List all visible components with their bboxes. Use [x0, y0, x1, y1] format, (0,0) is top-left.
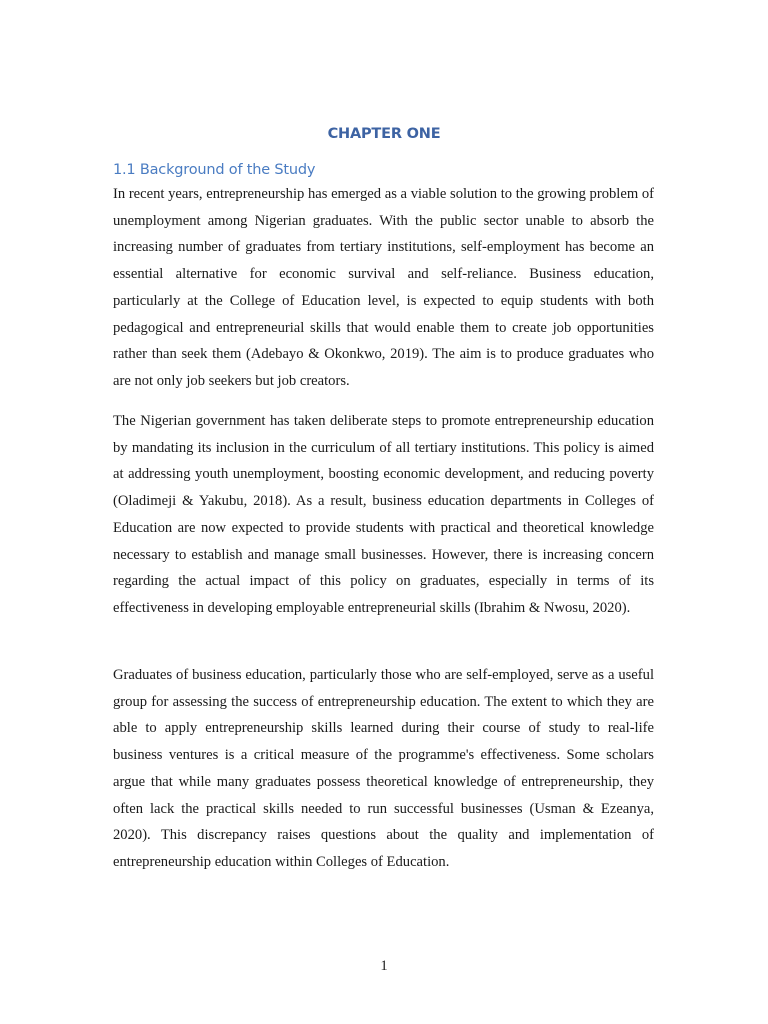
- body-paragraph-3: Graduates of business education, particularly those who are self-employed, serve as a useful group for assessing the success of entrepreneurship education. The extent to which they are able to apply entrepreneurship skills learned during their course of study to real-life business ventures is a critical measure of the programme's effectiveness. Some scholars argue that while many graduates possess theoretical knowledge of entrepreneurship, they often lack the practical skills needed to run successful businesses (Usman & Ezeanya, 2020). This discrepancy raises questions about the quality and implementation of entrepreneurship education within Colleges of Education.: [113, 667, 654, 870]
- chapter-title: CHAPTER ONE: [327, 126, 441, 142]
- section-heading: 1.1 Background of the Study: [113, 162, 316, 178]
- body-paragraph-1: In recent years, entrepreneurship has emerged as a viable solution to the growing problem of unemployment among Nigerian graduates. With the public sector unable to absorb the increasing number of graduates from tertiary institutions, self-employment has become an essential alternative for economic survival and self-reliance. Business education, particularly at the College of Education level, is expected to equip students with both pedagogical and entrepreneurial skills that would enable them to create job opportunities rather than seek them (Adebayo & Okonkwo, 2019). The aim is to produce graduates who are not only job seekers but job creators.: [113, 186, 654, 389]
- body-paragraph-2: The Nigerian government has taken deliberate steps to promote entrepreneurship education by mandating its inclusion in the curriculum of all tertiary institutions. This policy is aimed at addressing youth unemployment, boosting economic development, and reducing poverty (Oladimeji & Yakubu, 2018). As a result, business education departments in Colleges of Education are now expected to provide students with practical and theoretical knowledge necessary to establish and manage small businesses. However, there is increasing concern regarding the actual impact of this policy on graduates, especially in terms of its effectiveness in developing employable entrepreneurial skills (Ibrahim & Nwosu, 2020).: [113, 413, 654, 616]
- page-number: 1: [380, 958, 388, 974]
